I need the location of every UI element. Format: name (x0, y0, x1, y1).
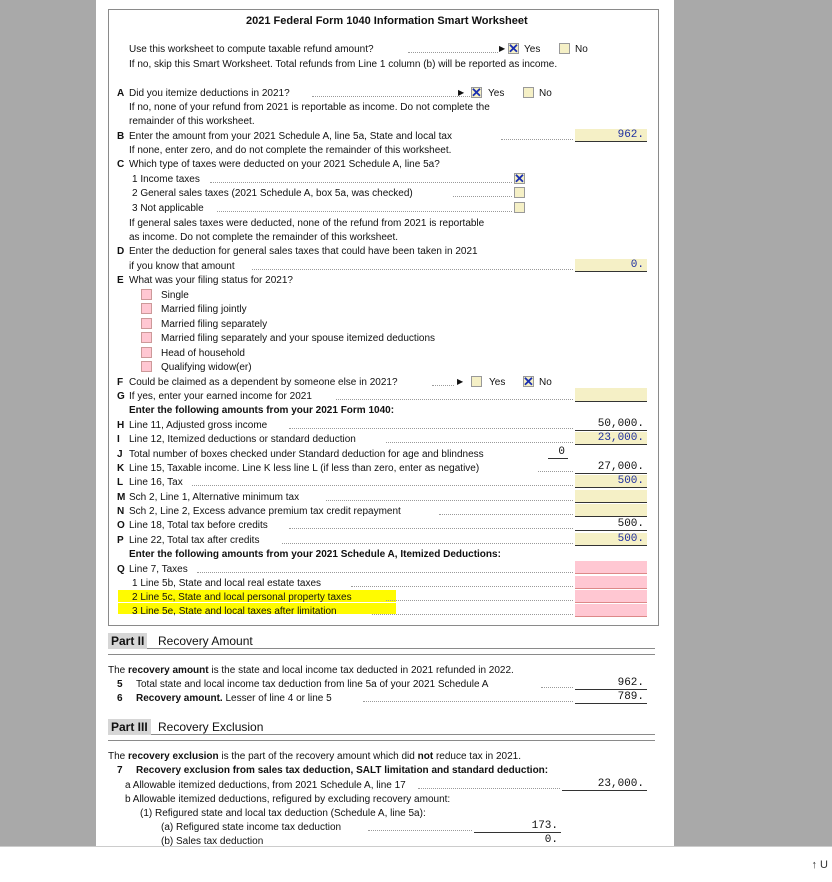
intro-question: Use this worksheet to compute taxable refund amount? (129, 44, 374, 55)
line-g-label: G (117, 391, 125, 402)
line-b-amount[interactable]: 962. (575, 129, 647, 142)
line-c2-checkbox[interactable] (514, 187, 525, 198)
line-i-text: Line 12, Itemized deductions or standard deduction (129, 434, 356, 445)
line-f-no-checkbox[interactable] (523, 376, 534, 387)
status-qw-checkbox[interactable] (141, 361, 152, 372)
line-7-text: Recovery exclusion from sales tax deduction, SALT limitation and standard deduction: (136, 765, 549, 776)
line-a-note: remainder of this worksheet. (129, 116, 255, 127)
intro-yes-label: Yes (524, 44, 541, 55)
line-7-number: 7 (117, 765, 123, 776)
line-q2-text: 2 Line 5c, State and local personal property taxes (132, 592, 352, 603)
line-b-note: If none, enter zero, and do not complete the remainder of this worksheet. (129, 145, 452, 156)
line-h-text: Line 11, Adjusted gross income (129, 420, 268, 431)
line-o-amount[interactable]: 500. (575, 518, 647, 531)
line-6-number: 6 (117, 693, 123, 704)
line-p-amount[interactable]: 500. (575, 533, 647, 546)
arrow-icon: ▶ (457, 377, 464, 386)
line-d-amount[interactable]: 0. (575, 259, 647, 272)
line-q3-text: 3 Line 5e, State and local taxes after limitation (132, 606, 337, 617)
status-mfj-label: Married filing jointly (161, 304, 247, 315)
line-b-label: B (117, 131, 125, 142)
line-7ba-text: (a) Refigured state income tax deduction (161, 822, 342, 833)
scroll-up-link[interactable]: ↑ U (811, 859, 828, 871)
line-j-label: J (117, 449, 123, 460)
line-6-text: Recovery amount. Lesser of line 4 or line 5 (136, 693, 332, 704)
line-a-no-label: No (539, 88, 552, 99)
intro-yes-checkbox[interactable] (508, 43, 519, 54)
line-7b1-text: (1) Refigured state and local tax deduction (Schedule A, line 5a): (140, 808, 426, 819)
line-c-note: as income. Do not complete the remainder of this worksheet. (129, 232, 399, 243)
line-d-text: Enter the deduction for general sales taxes that could have been taken in 2021 (129, 246, 478, 257)
status-hoh-checkbox[interactable] (141, 347, 152, 358)
part-ii-tag: Part II (108, 633, 147, 649)
line-7a-amount[interactable]: 23,000. (562, 778, 647, 791)
line-c-text: Which type of taxes were deducted on your 2021 Schedule A, line 5a? (129, 159, 440, 170)
line-q1-amount[interactable] (575, 576, 647, 589)
line-6-amount[interactable]: 789. (575, 691, 647, 704)
status-hoh-label: Head of household (161, 348, 245, 359)
line-a-yes-label: Yes (488, 88, 505, 99)
line-f-label: F (117, 377, 124, 388)
line-5-number: 5 (117, 679, 123, 690)
line-7ba-amount[interactable]: 173. (474, 820, 561, 833)
part-iii-title: Recovery Exclusion (158, 720, 264, 734)
line-m-text: Sch 2, Line 1, Alternative minimum tax (129, 492, 300, 503)
line-f-no-label: No (539, 377, 552, 388)
line-g-amount[interactable] (575, 389, 647, 402)
line-d-label: D (117, 246, 125, 257)
part-ii-title: Recovery Amount (158, 634, 253, 648)
line-b-text: Enter the amount from your 2021 Schedule A, line 5a, State and local tax (129, 131, 452, 142)
line-q1-text: 1 Line 5b, State and local real estate taxes (132, 578, 322, 589)
line-c3-text: 3 Not applicable (132, 203, 204, 214)
line-c2-text: 2 General sales taxes (2021 Schedule A, box 5a, was checked) (132, 188, 413, 199)
line-a-yes-checkbox[interactable] (471, 87, 482, 98)
line-l-text: Line 16, Tax (129, 477, 183, 488)
line-7b-text: b Allowable itemized deductions, refigured by excluding recovery amount: (125, 794, 451, 805)
line-d-text: if you know that amount (129, 261, 235, 272)
line-a-note: If no, none of your refund from 2021 is reportable as income. Do not complete the (129, 102, 490, 113)
line-m-amount[interactable] (575, 490, 647, 503)
status-mfs-itemized-checkbox[interactable] (141, 332, 152, 343)
line-p-label: P (117, 535, 124, 546)
status-single-label: Single (161, 290, 189, 301)
line-n-label: N (117, 506, 125, 517)
status-qw-label: Qualifying widow(er) (161, 362, 252, 373)
status-mfs-itemized-label: Married filing separately and your spouse itemized deductions (161, 333, 436, 344)
line-c1-text: 1 Income taxes (132, 174, 200, 185)
line-c3-checkbox[interactable] (514, 202, 525, 213)
enter-schedule-a-heading: Enter the following amounts from your 2021 Schedule A, Itemized Deductions: (129, 549, 501, 560)
intro-no-checkbox[interactable] (559, 43, 570, 54)
part-iii-tag: Part III (108, 719, 151, 735)
line-a-text: Did you itemize deductions in 2021? (129, 88, 290, 99)
line-q-label: Q (117, 564, 125, 575)
line-q3-amount[interactable] (575, 604, 647, 617)
arrow-icon: ▶ (499, 44, 506, 53)
line-j-text: Total number of boxes checked under Standard deduction for age and blindness (129, 449, 484, 460)
intro-no-label: No (575, 44, 588, 55)
line-a-label: A (117, 88, 125, 99)
line-n-amount[interactable] (575, 504, 647, 517)
arrow-icon: ▶ (458, 88, 465, 97)
intro-note: If no, skip this Smart Worksheet. Total refunds from Line 1 column (b) will be reported as income. (129, 59, 558, 70)
part-ii-description: The recovery amount is the state and local income tax deducted in 2021 refunded in 2022. (108, 665, 514, 676)
status-mfs-label: Married filing separately (161, 319, 268, 330)
line-k-text: Line 15, Taxable income. Line K less line L (if less than zero, enter as negative) (129, 463, 480, 474)
line-f-yes-checkbox[interactable] (471, 376, 482, 387)
line-5-text: Total state and local income tax deduction from line 5a of your 2021 Schedule A (136, 679, 489, 690)
line-i-label: I (117, 434, 120, 445)
line-i-amount[interactable]: 23,000. (575, 432, 647, 445)
line-7a-text: a Allowable itemized deductions, from 2021 Schedule A, line 17 (125, 780, 406, 791)
line-q-amount[interactable] (575, 561, 647, 574)
part-iii-description: The recovery exclusion is the part of the recovery amount which did not reduce tax in 2021. (108, 751, 522, 762)
line-q2-amount[interactable] (575, 590, 647, 603)
line-l-amount[interactable]: 500. (575, 475, 647, 488)
line-7bb-text: (b) Sales tax deduction (161, 836, 264, 846)
worksheet-title: 2021 Federal Form 1040 Information Smart Worksheet (246, 15, 528, 27)
line-p-text: Line 22, Total tax after credits (129, 535, 260, 546)
line-k-amount[interactable]: 27,000. (575, 461, 647, 474)
line-7bb-amount[interactable]: 0. (474, 834, 561, 846)
part-iii-header (108, 719, 655, 735)
line-m-label: M (117, 492, 126, 503)
line-h-label: H (117, 420, 125, 431)
line-a-no-checkbox[interactable] (523, 87, 534, 98)
line-j-amount[interactable]: 0 (548, 446, 568, 459)
status-mfs-checkbox[interactable] (141, 318, 152, 329)
line-l-label: L (117, 477, 124, 488)
line-c-label: C (117, 159, 125, 170)
line-n-text: Sch 2, Line 2, Excess advance premium tax credit repayment (129, 506, 401, 517)
status-single-checkbox[interactable] (141, 289, 152, 300)
enter-1040-heading: Enter the following amounts from your 2021 Form 1040: (129, 405, 395, 416)
line-h-amount[interactable]: 50,000. (575, 418, 647, 431)
line-f-yes-label: Yes (489, 377, 506, 388)
status-bar (0, 846, 832, 882)
part-ii-header (108, 633, 655, 649)
status-mfj-checkbox[interactable] (141, 303, 152, 314)
line-q-text: Line 7, Taxes (129, 564, 188, 575)
line-c1-checkbox[interactable] (514, 173, 525, 184)
line-e-text: What was your filing status for 2021? (129, 275, 293, 286)
line-e-label: E (117, 275, 124, 286)
line-g-text: If yes, enter your earned income for 2021 (129, 391, 312, 402)
line-f-text: Could be claimed as a dependent by someone else in 2021? (129, 377, 398, 388)
line-5-amount[interactable]: 962. (575, 677, 647, 690)
line-o-label: O (117, 520, 125, 531)
line-o-text: Line 18, Total tax before credits (129, 520, 268, 531)
worksheet-page (96, 0, 674, 846)
line-k-label: K (117, 463, 125, 474)
line-c-note: If general sales taxes were deducted, none of the refund from 2021 is reportable (129, 218, 485, 229)
